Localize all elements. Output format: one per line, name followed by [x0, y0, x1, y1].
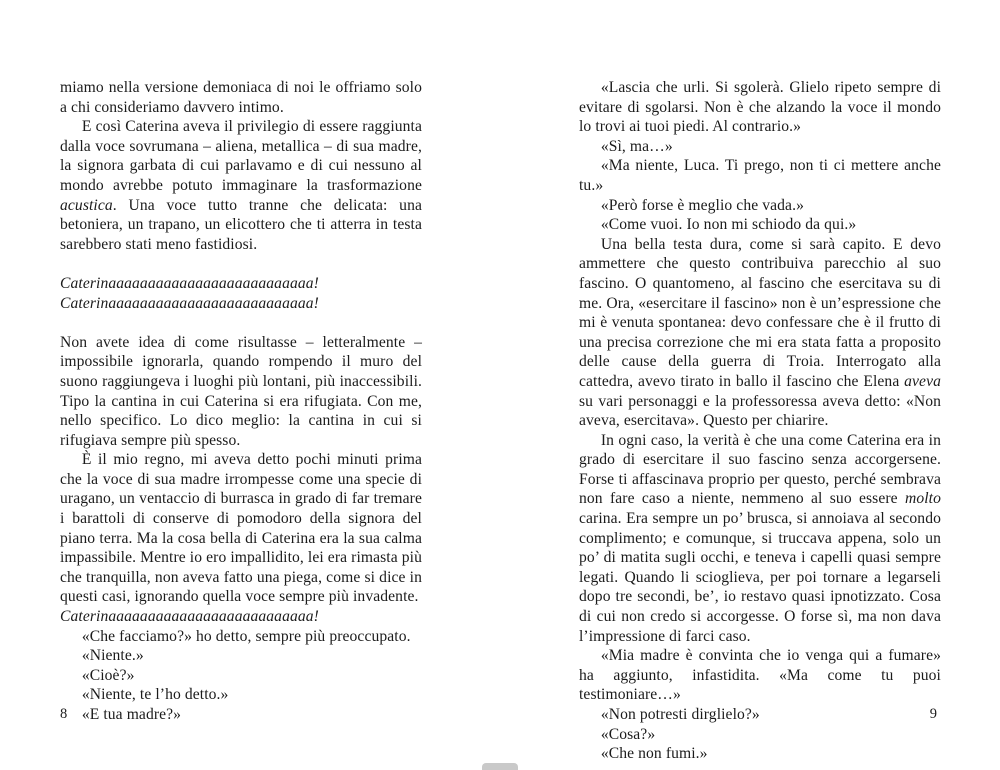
paragraph: «Sì, ma…»	[600, 137, 673, 155]
paragraph: E così Caterina aveva il privilegio di essere raggiunta dalla voce sovrumana – aliena, metallica – di sua madre, la signora garbata di cui parlavamo e di cui nessuno al mondo avrebbe potuto immaginare la trasformazione acustica. Una voce tutto tranne che delicata: una betoniera, un trapano, un elicottero che ti atterra in testa sarebbero stati meno fastidiosi.	[60, 118, 422, 253]
paragraph: «Come vuoi. Io non mi schiodo da qui.»	[600, 216, 857, 234]
paragraph: «Mia madre è convinta che io venga qui a fumare» ha aggiunto, infastidita. «Ma come tu puoi testimoniare…»	[579, 647, 941, 704]
paragraph: «Che non fumi.»	[600, 745, 708, 763]
book-page-right	[579, 78, 941, 764]
paragraph: miamo nella versione demoniaca di noi le offriamo solo a chi consideriamo davvero intimo.	[60, 79, 422, 116]
book-page-left	[60, 78, 422, 725]
paragraph: Caterinaaaaaaaaaaaaaaaaaaaaaaaaaa!	[60, 608, 319, 626]
paragraph: Una bella testa dura, come si sarà capito. E devo ammettere che questo contribuiva parecchio al suo fascino. O quantomeno, al fascino che esercitava su di me. Ora, «esercitare il fascino» non è un’espressione che mi è venuta spontanea: devo confessare che è il frutto di una precisa correzione che mi era stata fatta a proposito delle cause della guerra di Troia. Interrogato alla cattedra, avevo tirato in ballo il fascino che Elena aveva su vari personaggi e la professoressa aveva detto: «Non aveva, esercitava». Questo per chiarire.	[579, 235, 941, 430]
paragraph: È il mio regno, mi aveva detto pochi minuti prima che la voce di sua madre irrompesse come una specie di uragano, un ventaccio di burrasca in grado di far tremare i barattoli di conserve di pomodoro della signora del piano terra. Ma la cosa bella di Caterina era la sua calma impassibile. Mentre io ero impallidito, lei era rimasta più che tranquilla, non aveva fatto una piega, come si dice in questi casi, ignorando quella voce sempre più invadente.	[60, 451, 422, 606]
paragraph: «Cosa?»	[600, 725, 656, 743]
bottom-ui-fragment	[482, 763, 518, 770]
paragraph: Non avete idea di come risultasse – letteralmente – impossibile ignorarla, quando rompendo il muro del suono raggiungeva i luoghi più lontani, più inaccessibili. Tipo la cantina in cui Caterina si era rifugiata. Con me, nello specifico. Lo dico meglio: la cantina in cui si rifugiava sempre più spesso.	[60, 333, 422, 449]
paragraph: «E tua madre?»	[81, 706, 182, 723]
page-number-left: 8	[60, 706, 68, 722]
paragraph: «Niente.»	[81, 647, 144, 665]
paragraph: «Che facciamo?» ho detto, sempre più preoccupato.	[81, 627, 411, 645]
paragraph: «Cioè?»	[81, 666, 135, 684]
page-number-right: 9	[929, 706, 937, 722]
paragraph: In ogni caso, la verità è che una come Caterina era in grado di esercitare il suo fascino senza accorgersene. Forse ti affascinava proprio per questo, perché sembrava non fare caso a niente, nemmeno al suo essere molto carina. Era sempre un po’ brusca, si annoiava al secondo complimento; e comunque, si truccava appena, solo un po’ di matita sugli occhi, e teneva i capelli quasi sempre legati. Quando li scioglieva, per poi tornare a legarseli dopo tre secondi, be’, io restavo quasi ipnotizzato. Cosa di cui non credo si accorgesse. O forse sì, ma non dava l’impressione di farci caso.	[579, 431, 941, 645]
paragraph: «Niente, te l’ho detto.»	[81, 686, 229, 704]
paragraph: «Però forse è meglio che vada.»	[600, 196, 804, 214]
paragraph: «Ma niente, Luca. Ti prego, non ti ci mettere anche tu.»	[579, 157, 941, 194]
paragraph: Caterinaaaaaaaaaaaaaaaaaaaaaaaaaa!	[60, 274, 319, 292]
paragraph: «Non potresti dirglielo?»	[600, 706, 760, 723]
paragraph: «Lascia che urli. Si sgolerà. Glielo ripeto sempre di evitare di sgolarsi. Non è che alzando la voce il mondo lo trovi ai tuoi piedi. Al contrario.»	[579, 79, 941, 136]
paragraph: Caterinaaaaaaaaaaaaaaaaaaaaaaaaaa!	[60, 294, 319, 312]
